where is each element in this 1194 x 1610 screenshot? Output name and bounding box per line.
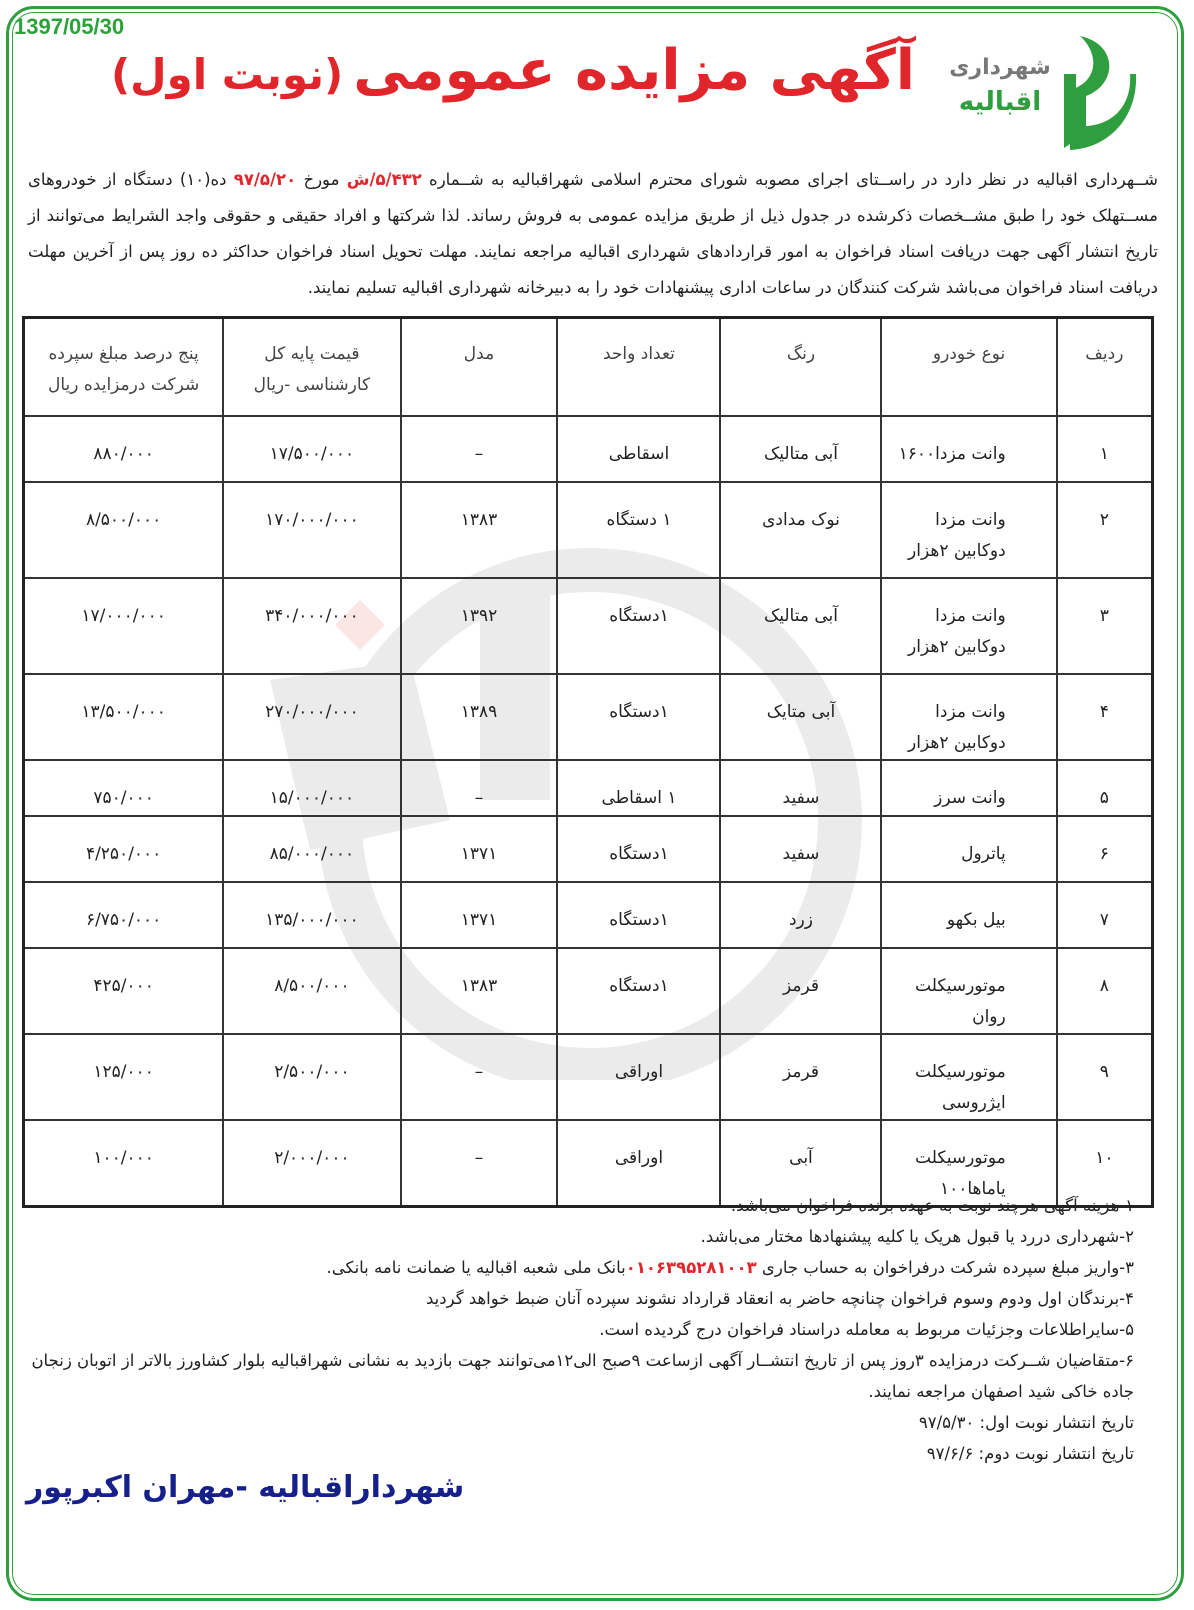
cell-deposit: ۴۲۵/۰۰۰	[24, 948, 224, 1034]
table-row	[24, 416, 1153, 482]
cell-units: ۱دستگاه	[557, 816, 720, 882]
cell-vehicle-type: پاترول	[881, 816, 1056, 882]
cell-deposit: ۱۰۰/۰۰۰	[24, 1120, 224, 1207]
condition-item-2: ۲-شهرداری دررد یا قبول هریک یا کلیه پیشنهادها مختار می‌باشد.	[700, 1227, 1134, 1246]
cell-deposit: ۸/۵۰۰/۰۰۰	[24, 482, 224, 578]
header-deposit: پنج درصد مبلغ سپرده شرکت درمزایده ریال	[24, 318, 224, 417]
cell-row-number: ۴	[1057, 674, 1153, 760]
cell-model: ۱۳۸۳	[401, 482, 558, 578]
cell-units: ۱دستگاه	[557, 578, 720, 674]
header-color: رنگ	[720, 318, 881, 417]
cell-color: قرمز	[720, 948, 881, 1034]
cell-base-price: ۲/۵۰۰/۰۰۰	[223, 1034, 400, 1120]
municipality-logo	[950, 22, 1150, 162]
cell-deposit: ۱۳/۵۰۰/۰۰۰	[24, 674, 224, 760]
page-title	[95, 38, 915, 103]
cell-color: آبی متالیک	[720, 578, 881, 674]
condition-item-3	[22, 1252, 1134, 1283]
condition-item-6: ۶-متقاضیان شــرکت درمزایده ۳روز پس از تاریخ انتشــار آگهی ازساعت ۹صبح الی۱۲می‌توانند جهت بازدید به نشانی شهراقبالیه بلوار کشاورز بالاتر از اتوبان زنجان جاده خاکی شید اصفهان مراجعه نمایند.	[31, 1351, 1134, 1401]
cell-color: زرد	[720, 882, 881, 948]
condition-item-5: ۵-سایراطلاعات وجزئیات مربوط به معامله دراسناد فراخوان درج گردیده است.	[599, 1320, 1134, 1339]
title-sub: (نوبت اول)	[110, 50, 344, 99]
cell-vehicle-type: وانت سرز	[881, 760, 1056, 816]
cell-row-number: ۷	[1057, 882, 1153, 948]
table-row	[24, 882, 1153, 948]
cell-units: اسقاطی	[557, 416, 720, 482]
cell-color: نوک مدادی	[720, 482, 881, 578]
intro-paragraph	[28, 162, 1158, 306]
header-row-number: ردیف	[1057, 318, 1153, 417]
table-row	[24, 816, 1153, 882]
cell-base-price: ۳۴۰/۰۰۰/۰۰۰	[223, 578, 400, 674]
cell-units: اوراقی	[557, 1120, 720, 1207]
logo-text-line1: شهرداری	[949, 55, 1051, 80]
resolution-date: ۹۷/۵/۲۰	[233, 170, 297, 189]
cell-vehicle-type: موتورسیکلت یاماها۱۰۰	[881, 1120, 1056, 1207]
cell-base-price: ۱۳۵/۰۰۰/۰۰۰	[223, 882, 400, 948]
cell-base-price: ۱۵/۰۰۰/۰۰۰	[223, 760, 400, 816]
cell-units: ۱ دستگاه	[557, 482, 720, 578]
auction-table	[22, 316, 1154, 1208]
cell-model: ۱۳۸۳	[401, 948, 558, 1034]
logo-text	[945, 52, 1055, 120]
cell-row-number: ۱	[1057, 416, 1153, 482]
cell-units: اوراقی	[557, 1034, 720, 1120]
table-row	[24, 674, 1153, 760]
intro-text-part1: شــهرداری اقبالیه در نظر دارد در راســتای اجرای مصوبه شورای محترم اسلامی شهراقبالیه به شــماره	[421, 170, 1158, 189]
cell-vehicle-type: وانت مزدا دوکابین ۲هزار	[881, 578, 1056, 674]
header-units: تعداد واحد	[557, 318, 720, 417]
cell-deposit: ۴/۲۵۰/۰۰۰	[24, 816, 224, 882]
table-row	[24, 948, 1153, 1034]
title-main: آگهی مزایده عمومی	[353, 38, 915, 103]
cell-color: سفید	[720, 760, 881, 816]
cell-model: ۱۳۸۹	[401, 674, 558, 760]
cell-units: ۱دستگاه	[557, 882, 720, 948]
cell-deposit: ۸۸۰/۰۰۰	[24, 416, 224, 482]
cell-vehicle-type: وانت مزدا دوکابین ۲هزار	[881, 482, 1056, 578]
cell-model: –	[401, 1120, 558, 1207]
second-publication-date: تاریخ انتشار نوبت دوم: ۹۷/۶/۶	[926, 1444, 1134, 1463]
cell-base-price: ۸۵/۰۰۰/۰۰۰	[223, 816, 400, 882]
condition-3-text-before: ۳-واریز مبلغ سپرده شرکت درفراخوان به حساب جاری	[756, 1258, 1134, 1277]
cell-color: سفید	[720, 816, 881, 882]
cell-vehicle-type: بیل بکهو	[881, 882, 1056, 948]
cell-units: ۱دستگاه	[557, 948, 720, 1034]
cell-vehicle-type: وانت مزدا۱۶۰۰	[881, 416, 1056, 482]
intro-text-part3: ده(۱۰) دستگاه از خودروهای مســتهلک خود را طبق مشــخصات ذکرشده در جدول ذیل از طریق مزایده عمومی به فروش رساند. لذا شرکتها و افراد حقیقی و حقوقی واجد الشرایط می‌توانند از تاریخ انتشار آگهی جهت دریافت اسناد فراخوان به امور قراردادهای شهرداری اقبالیه مراجعه نمایند. مهلت تحویل اسناد فراخوان حداکثر ده روز پس از آخرین مهلت دریافت اسناد فراخوان می‌باشد شرکت کنندگان در ساعات اداری پیشنهادات خود را به دبیرخانه شهرداری اقبالیه تسلیم نمایند.	[28, 170, 1158, 297]
cell-vehicle-type: موتورسیکلت ایژروسی	[881, 1034, 1056, 1120]
cell-color: قرمز	[720, 1034, 881, 1120]
table-row	[24, 760, 1153, 816]
cell-deposit: ۱۲۵/۰۰۰	[24, 1034, 224, 1120]
cell-base-price: ۲/۰۰۰/۰۰۰	[223, 1120, 400, 1207]
conditions-list	[22, 1190, 1134, 1469]
cell-color: آبی متالیک	[720, 416, 881, 482]
intro-text-part2: مورخ	[296, 170, 347, 189]
header-base-price: قیمت پایه کل کارشناسی -ریال	[223, 318, 400, 417]
table-row	[24, 482, 1153, 578]
cell-row-number: ۵	[1057, 760, 1153, 816]
cell-units: ۱دستگاه	[557, 674, 720, 760]
cell-model: ۱۳۹۲	[401, 578, 558, 674]
table-row	[24, 1034, 1153, 1120]
cell-model: –	[401, 760, 558, 816]
bank-account-number: ۰۱۰۶۳۹۵۲۸۱۰۰۳	[625, 1258, 757, 1277]
cell-model: –	[401, 1034, 558, 1120]
table-header-row	[24, 318, 1153, 417]
first-publication-date: تاریخ انتشار نوبت اول: ۹۷/۵/۳۰	[918, 1413, 1134, 1432]
logo-emblem-icon	[1058, 30, 1138, 155]
cell-model: ۱۳۷۱	[401, 882, 558, 948]
cell-units: ۱ اسقاطی	[557, 760, 720, 816]
date-stamp: 1397/05/30	[14, 14, 125, 39]
cell-row-number: ۹	[1057, 1034, 1153, 1120]
signature: شهرداراقبالیه -مهران اکبرپور	[26, 1470, 465, 1505]
cell-deposit: ۶/۷۵۰/۰۰۰	[24, 882, 224, 948]
cell-vehicle-type: وانت مزدا دوکابین ۲هزار	[881, 674, 1056, 760]
header-model: مدل	[401, 318, 558, 417]
cell-row-number: ۳	[1057, 578, 1153, 674]
condition-item-4: ۴-برندگان اول ودوم وسوم فراخوان چنانچه حاضر به انعقاد قرارداد نشوند سپرده آنان ضبط خواهد گردید	[426, 1289, 1134, 1308]
condition-3-text-after: بانک ملی شعبه اقبالیه یا ضمانت نامه بانکی.	[326, 1258, 626, 1277]
cell-base-price: ۸/۵۰۰/۰۰۰	[223, 948, 400, 1034]
cell-color: آبی	[720, 1120, 881, 1207]
cell-row-number: ۶	[1057, 816, 1153, 882]
cell-model: –	[401, 416, 558, 482]
condition-item-1: ۱-هزینه آگهی هرچند نوبت به عهده برنده فراخوان می‌باشد.	[730, 1196, 1134, 1215]
cell-base-price: ۱۷/۵۰۰/۰۰۰	[223, 416, 400, 482]
cell-row-number: ۲	[1057, 482, 1153, 578]
header-vehicle-type: نوع خودرو	[881, 318, 1056, 417]
cell-row-number: ۸	[1057, 948, 1153, 1034]
cell-deposit: ۱۷/۰۰۰/۰۰۰	[24, 578, 224, 674]
cell-base-price: ۱۷۰/۰۰۰/۰۰۰	[223, 482, 400, 578]
cell-vehicle-type: موتورسیکلت روان	[881, 948, 1056, 1034]
logo-text-line2: اقبالیه	[958, 87, 1042, 117]
cell-color: آبی متایک	[720, 674, 881, 760]
cell-row-number: ۱۰	[1057, 1120, 1153, 1207]
cell-model: ۱۳۷۱	[401, 816, 558, 882]
table-row	[24, 578, 1153, 674]
resolution-number: ۵/۴۳۲/ش	[346, 170, 422, 189]
cell-base-price: ۲۷۰/۰۰۰/۰۰۰	[223, 674, 400, 760]
cell-deposit: ۷۵۰/۰۰۰	[24, 760, 224, 816]
